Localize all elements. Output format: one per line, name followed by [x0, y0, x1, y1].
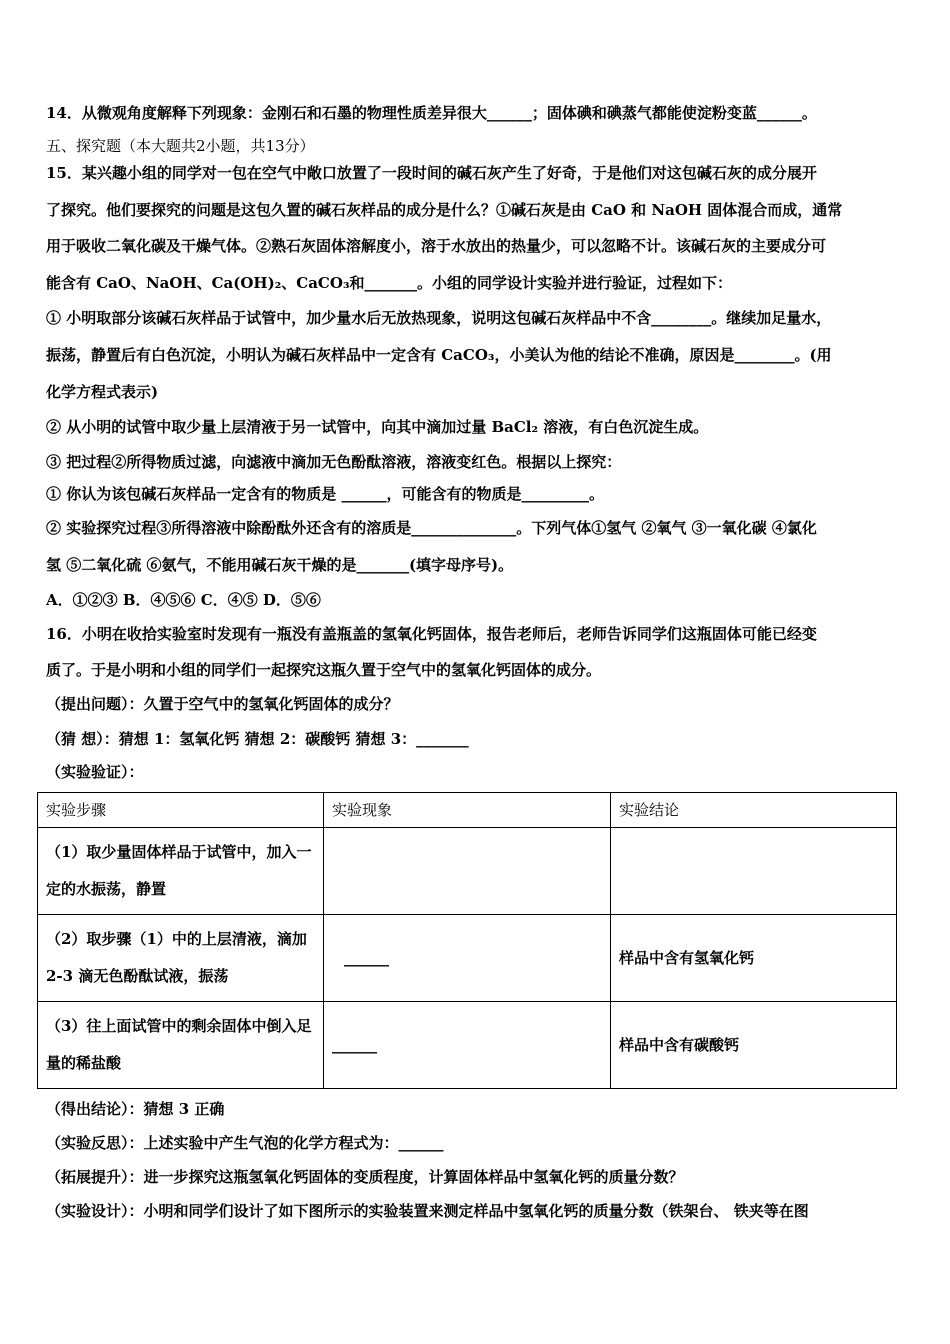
question-15-line-9: ③ 把过程②所得物质过滤，向滤液中滴加无色酚酞溶液，溶液变红色。根据以上探究： [46, 453, 622, 471]
table-cell-conclusion [611, 828, 897, 915]
table-cell-conclusion: 样品中含有氢氧化钙 [611, 915, 897, 1002]
question-16-extension: （拓展提升）：进一步探究这瓶氢氧化钙固体的变质程度，计算固体样品中氢氧化钙的质量分数？ [46, 1168, 684, 1186]
table-cell-phenomenon [324, 828, 611, 915]
table-cell-phenomenon: ______ [324, 915, 611, 1002]
question-15-line-2: 了探究。他们要探究的问题是这包久置的碱石灰样品的成分是什么？①碱石灰是由 CaO 和 NaOH 固体混合而成，通常 [46, 201, 843, 219]
table-header-cell: 实验步骤 [38, 793, 324, 828]
question-15-line-7: 化学方程式表示) [46, 383, 159, 401]
question-15-line-11: ② 实验探究过程③所得溶液中除酚酞外还含有的溶质是______________。下列气体①氢气 ②氧气 ③一氧化碳 ④氯化 [46, 519, 817, 537]
table-row [38, 1002, 897, 1089]
question-15-line-6: 振荡，静置后有白色沉淀，小明认为碱石灰样品中一定含有 CaCO₃，小美认为他的结论不准确，原因是________。(用 [46, 346, 832, 364]
table-row [38, 915, 897, 1002]
table-header-cell: 实验现象 [324, 793, 611, 828]
question-14: 14．从微观角度解释下列现象：金刚石和石墨的物理性质差异很大______；固体碘和碘蒸气都能使淀粉变蓝______。 [46, 104, 817, 122]
question-16-verification-label: （实验验证）： [46, 763, 144, 781]
question-15-options: A．①②③ B．④⑤⑥ C．④⑤ D．⑤⑥ [46, 591, 321, 609]
question-16-line-1: 16．小明在收拾实验室时发现有一瓶没有盖瓶盖的氢氧化钙固体，报告老师后，老师告诉同学们这瓶固体可能已经变 [46, 625, 817, 643]
question-16-line-2: 质了。于是小明和小组的同学们一起探究这瓶久置于空气中的氢氧化钙固体的成分。 [46, 661, 602, 679]
question-15-line-8: ② 从小明的试管中取少量上层清液于另一试管中，向其中滴加过量 BaCl₂ 溶液，有白色沉淀生成。 [46, 418, 709, 436]
experiment-table [37, 792, 897, 1089]
question-16-reflection: （实验反思）：上述实验中产生气泡的化学方程式为：______ [46, 1134, 444, 1152]
table-header-cell: 实验结论 [611, 793, 897, 828]
question-15-line-4: 能含有 CaO、NaOH、Ca(OH)₂、CaCO₃和_______。小组的同学设计实验并进行验证，过程如下： [46, 274, 733, 292]
question-15-line-5: ① 小明取部分该碱石灰样品于试管中，加少量水后无放热现象，说明这包碱石灰样品中不含________。继续加足量水， [46, 309, 832, 327]
table-cell-step: （2）取步骤（1）中的上层清液，滴加 2-3 滴无色酚酞试液，振荡 [38, 915, 324, 1002]
table-cell-phenomenon: ______ [324, 1002, 611, 1089]
table-header-row [38, 793, 897, 828]
question-16-hypothesis: （猜 想）：猜想 1：氢氧化钙 猜想 2：碳酸钙 猜想 3：_______ [46, 730, 469, 748]
section-heading-inquiry: 五、探究题（本大题共2小题，共13分） [46, 137, 315, 155]
question-15-line-10: ① 你认为该包碱石灰样品一定含有的物质是 ______，可能含有的物质是_________。 [46, 485, 604, 503]
question-15-line-12: 氢 ⑤二氧化硫 ⑥氨气，不能用碱石灰干燥的是_______(填字母序号)。 [46, 556, 514, 574]
table-cell-step: （3）往上面试管中的剩余固体中倒入足量的稀盐酸 [38, 1002, 324, 1089]
table-cell-conclusion: 样品中含有碳酸钙 [611, 1002, 897, 1089]
question-16-raise-question: （提出问题）：久置于空气中的氢氧化钙固体的成分？ [46, 695, 399, 713]
question-15-line-1: 15．某兴趣小组的同学对一包在空气中敞口放置了一段时间的碱石灰产生了好奇，于是他们对这包碱石灰的成分展开 [46, 164, 817, 182]
table-row [38, 828, 897, 915]
table-cell-step: （1）取少量固体样品于试管中，加入一定的水振荡，静置 [38, 828, 324, 915]
question-16-conclusion: （得出结论）：猜想 3 正确 [46, 1100, 225, 1118]
question-15-line-3: 用于吸收二氧化碳及干燥气体。②熟石灰固体溶解度小，溶于水放出的热量少，可以忽略不计。该碱石灰的主要成分可 [46, 237, 827, 255]
question-16-design: （实验设计）：小明和同学们设计了如下图所示的实验装置来测定样品中氢氧化钙的质量分数（铁架台、 铁夹等在图 [46, 1202, 809, 1220]
